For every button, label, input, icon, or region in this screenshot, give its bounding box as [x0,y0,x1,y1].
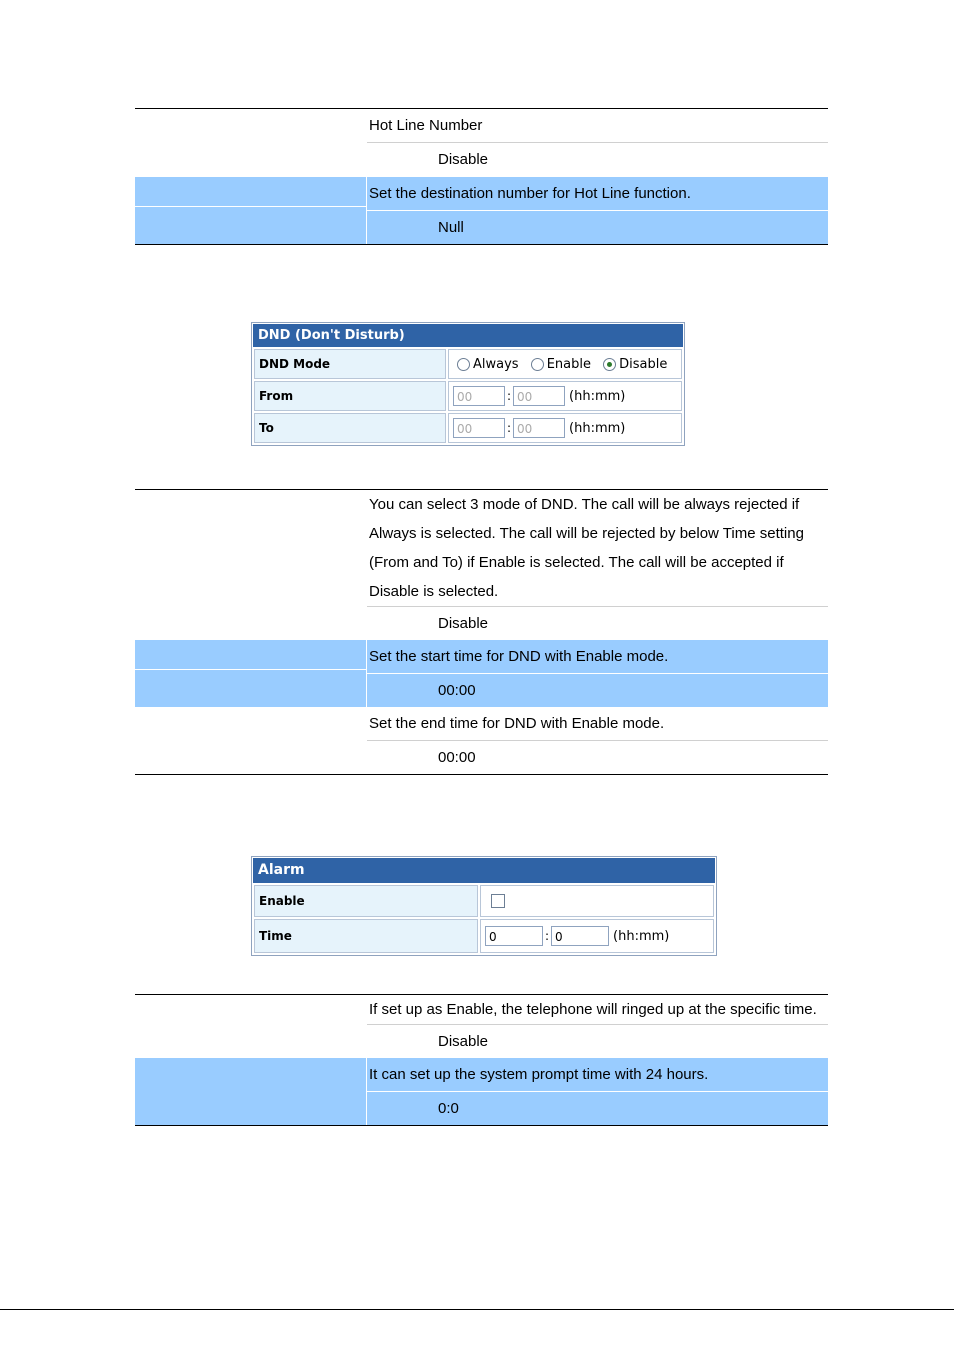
default-value: 00:00 [367,740,828,774]
from-minute-input[interactable]: 00 [513,386,565,406]
alarm-hour-input[interactable]: 0 [485,926,543,946]
dnd-mode-label: DND Mode [254,349,446,379]
alarm-enable-label: Enable [254,885,478,917]
time-format-hint: (hh:mm) [613,928,670,944]
dnd-mode-options [448,349,682,379]
row-label-cell [135,707,367,774]
dnd-mode-group [135,490,828,640]
footer-divider [0,1309,954,1310]
to-minute-input[interactable]: 00 [513,418,565,438]
panel-title: DND (Don't Disturb) [253,324,683,347]
panel-title: Alarm [253,858,715,883]
default-value: Disable [367,1024,828,1058]
alarm-time-group [135,1058,828,1125]
to-time-fields [448,413,682,443]
default-value: 0:0 [367,1091,828,1125]
radio-label: Disable [619,356,668,372]
alarm-enable-group [135,995,828,1058]
row-label-cell [135,640,367,707]
radio-label: Always [473,356,519,372]
alarm-minute-input[interactable]: 0 [551,926,609,946]
description-text: If set up as Enable, the telephone will ringed up at the specific time. [369,1001,817,1018]
time-separator: : [507,421,512,435]
to-label: To [254,413,446,443]
default-value: 00:00 [367,673,828,707]
row-label-cell [135,109,367,176]
radio-always[interactable] [457,358,470,371]
description-text: Set the destination number for Hot Line function. [369,185,691,202]
default-value: Disable [367,142,828,176]
row-label-cell [135,177,367,244]
radio-enable[interactable] [531,358,544,371]
time-format-hint: (hh:mm) [569,420,626,436]
description-text: It can set up the system prompt time with 24 hours. [369,1066,709,1083]
dnd-description-table [135,489,828,775]
description-text: Set the end time for DND with Enable mode. [369,715,665,732]
time-separator: : [507,389,512,403]
radio-label: Enable [546,356,591,372]
default-value: Disable [367,606,828,640]
description-text: Hot Line Number [369,117,483,134]
radio-disable[interactable] [603,358,616,371]
row-label-cell [135,1058,367,1125]
dnd-from-group [135,640,828,707]
row-label-cell [135,490,367,640]
hotline-description-table [135,108,828,245]
from-hour-input[interactable]: 00 [453,386,505,406]
row-label-cell [135,995,367,1058]
alarm-enable-field [480,885,714,917]
description-text: You can select 3 mode of DND. The call will be always rejected if Always is selected. The call will be rejected by below Time setting (From and To) if Enable is selected. The call will be accepted if Disable is selected. [369,496,804,600]
alarm-time-label: Time [254,919,478,953]
time-separator: : [545,929,550,943]
hotline-number-group [135,109,828,176]
hotline-destination-group [135,176,828,244]
alarm-enable-checkbox[interactable] [491,894,505,908]
alarm-description-table [135,994,828,1126]
dnd-settings-panel [251,322,685,446]
description-text: Set the start time for DND with Enable mode. [369,648,669,665]
default-value: Null [367,210,828,244]
time-format-hint: (hh:mm) [569,388,626,404]
from-time-fields [448,381,682,411]
from-label: From [254,381,446,411]
alarm-time-fields [480,919,714,953]
to-hour-input[interactable]: 00 [453,418,505,438]
alarm-settings-panel [251,856,717,956]
dnd-to-group [135,707,828,774]
